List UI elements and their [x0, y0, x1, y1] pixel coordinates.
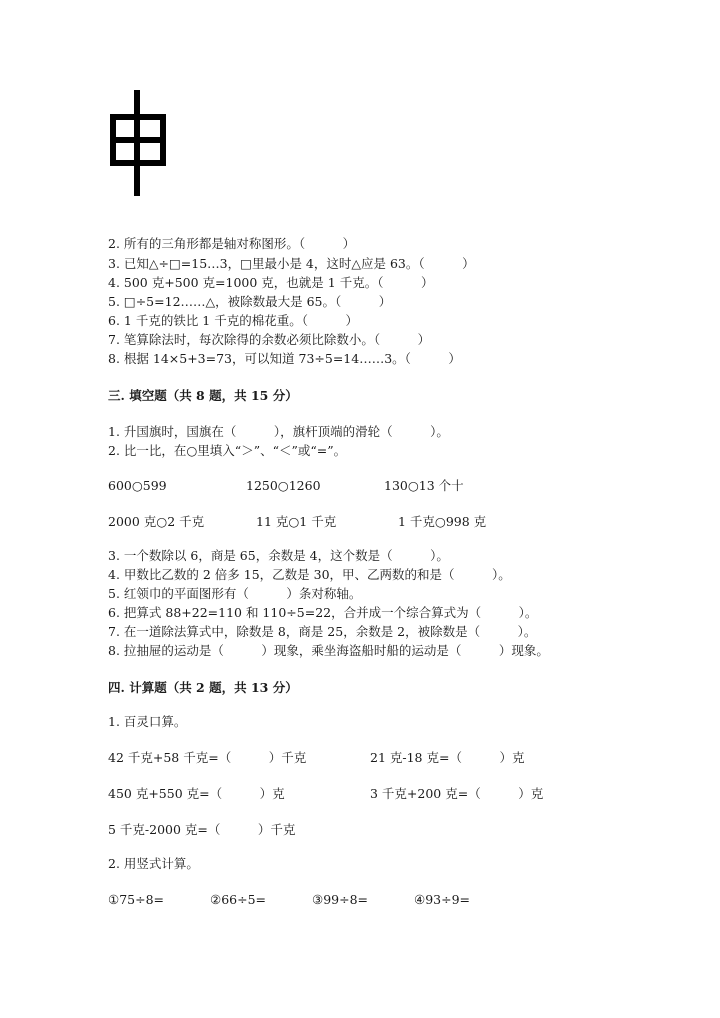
compare-item: 130○13 个十 — [384, 478, 464, 493]
vertical-calc-item: ②66÷5= — [210, 892, 267, 907]
judgement-item-3: 3. 已知△÷□=15…3，□里最小是 4，这时△应是 63。（ ） — [108, 256, 475, 271]
symmetry-figure — [108, 90, 172, 196]
fill-item-8: 8. 拉抽屉的运动是（ ）现象，乘坐海盗船时船的运动是（ ）现象。 — [108, 643, 549, 658]
judgement-item-7: 7. 笔算除法时，每次除得的余数必须比除数小。（ ） — [108, 332, 431, 347]
judgement-item-4: 4. 500 克+500 克=1000 克，也就是 1 千克。（ ） — [108, 275, 434, 290]
calc-item: 3 千克+200 克=（ ）克 — [370, 786, 544, 801]
calc-item: 42 千克+58 千克=（ ）千克 — [108, 750, 307, 765]
judgement-item-8: 8. 根据 14×5+3=73，可以知道 73÷5=14……3。（ ） — [108, 351, 461, 366]
fill-item-6: 6. 把算式 88+22=110 和 110÷5=22，合并成一个综合算式为（ ）。 — [108, 605, 538, 620]
fill-q1: 1. 升国旗时，国旗在（ ），旗杆顶端的滑轮（ ）。 — [108, 424, 449, 439]
calc-q2: 2. 用竖式计算。 — [108, 856, 199, 871]
calc-item: 450 克+550 克=（ ）克 — [108, 786, 285, 801]
compare-item: 2000 克○2 千克 — [108, 514, 205, 529]
fill-item-3: 3. 一个数除以 6，商是 65，余数是 4，这个数是（ ）。 — [108, 548, 449, 563]
section4-heading: 四. 计算题（共 2 题，共 13 分） — [108, 680, 298, 695]
judgement-item-6: 6. 1 千克的铁比 1 千克的棉花重。（ ） — [108, 313, 358, 328]
compare-item: 1 千克○998 克 — [398, 514, 487, 529]
calc-item: 5 千克-2000 克=（ ）千克 — [108, 822, 296, 837]
fill-item-5: 5. 红领巾的平面图形有（ ）条对称轴。 — [108, 586, 362, 601]
compare-item: 600○599 — [108, 478, 167, 493]
compare-item: 11 克○1 千克 — [256, 514, 337, 529]
vertical-calc-item: ①75÷8= — [108, 892, 165, 907]
fill-item-4: 4. 甲数比乙数的 2 倍多 15，乙数是 30，甲、乙两数的和是（ ）。 — [108, 567, 511, 582]
calc-item: 21 克-18 克=（ ）克 — [370, 750, 525, 765]
calc-q1: 1. 百灵口算。 — [108, 714, 187, 729]
judgement-item-2: 2. 所有的三角形都是轴对称图形。（ ） — [108, 236, 356, 251]
vertical-calc-item: ③99÷8= — [312, 892, 369, 907]
judgement-item-5: 5. □÷5=12……△，被除数最大是 65。（ ） — [108, 294, 392, 309]
fill-item-7: 7. 在一道除法算式中，除数是 8，商是 25，余数是 2，被除数是（ ）。 — [108, 624, 537, 639]
fill-q2: 2. 比一比，在○里填入“＞”、“＜”或“=”。 — [108, 443, 347, 458]
vertical-calc-item: ④93÷9= — [414, 892, 471, 907]
compare-item: 1250○1260 — [246, 478, 321, 493]
section3-heading: 三. 填空题（共 8 题，共 15 分） — [108, 388, 298, 403]
